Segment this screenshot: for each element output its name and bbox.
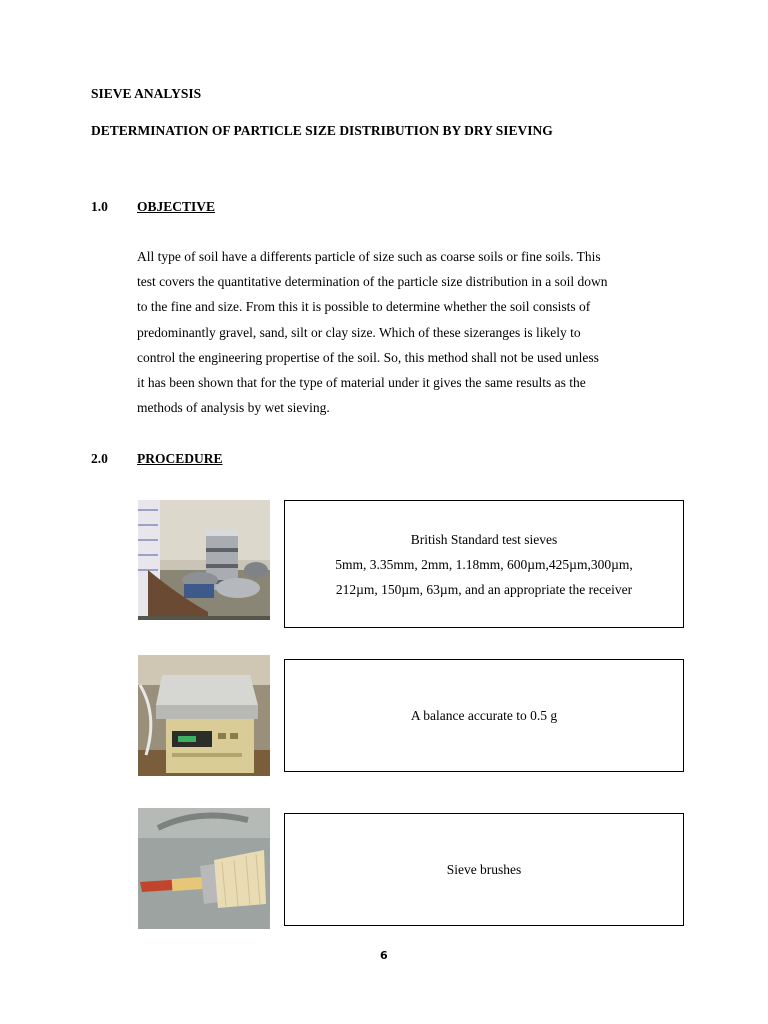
- section-1-number: 1.0: [91, 199, 108, 214]
- description-line: British Standard test sieves: [410, 531, 558, 547]
- brush-photo: [138, 808, 270, 929]
- document-title: SIEVE ANALYSIS: [91, 86, 202, 101]
- section-1-title: OBJECTIVE: [137, 199, 216, 214]
- description-line: 212µm, 150µm, 63µm, and an appropriate the receiver: [335, 581, 633, 597]
- description-line: A balance accurate to 0.5 g: [410, 708, 558, 723]
- paragraph-line: predominantly gravel, sand, silt or clay size. Which of these sizeranges is likely to: [137, 324, 581, 340]
- balance-photo: [138, 655, 270, 776]
- paragraph-line: it has been shown that for the type of material under it gives the same results as the: [137, 375, 586, 391]
- balance-description-box: [284, 659, 684, 772]
- section-2-number: 2.0: [91, 451, 108, 466]
- document-subtitle: DETERMINATION OF PARTICLE SIZE DISTRIBUTION BY DRY SIEVING: [91, 123, 553, 138]
- page-number: 6: [380, 949, 388, 962]
- paragraph-line: control the engineering propertise of the soil. So, this method shall not be used unless: [137, 349, 599, 365]
- sieves-photo: [138, 500, 270, 620]
- section-2-title: PROCEDURE: [137, 451, 223, 466]
- sieves-description-box: [284, 500, 684, 628]
- objective-paragraph: [137, 244, 697, 420]
- description-line: Sieve brushes: [446, 862, 522, 877]
- description-line: 5mm, 3.35mm, 2mm, 1.18mm, 600µm,425µm,300µm,: [335, 556, 633, 572]
- paragraph-line: to the fine and size. From this it is possible to determine whether the soil consists of: [137, 299, 591, 315]
- paragraph-line: All type of soil have a differents particle of size such as coarse soils or fine soils. This: [137, 249, 601, 264]
- brush-description-box: [284, 813, 684, 926]
- paragraph-line: test covers the quantitative determination of the particle size distribution in a soil down: [137, 274, 608, 290]
- paragraph-line: methods of analysis by wet sieving.: [137, 400, 330, 416]
